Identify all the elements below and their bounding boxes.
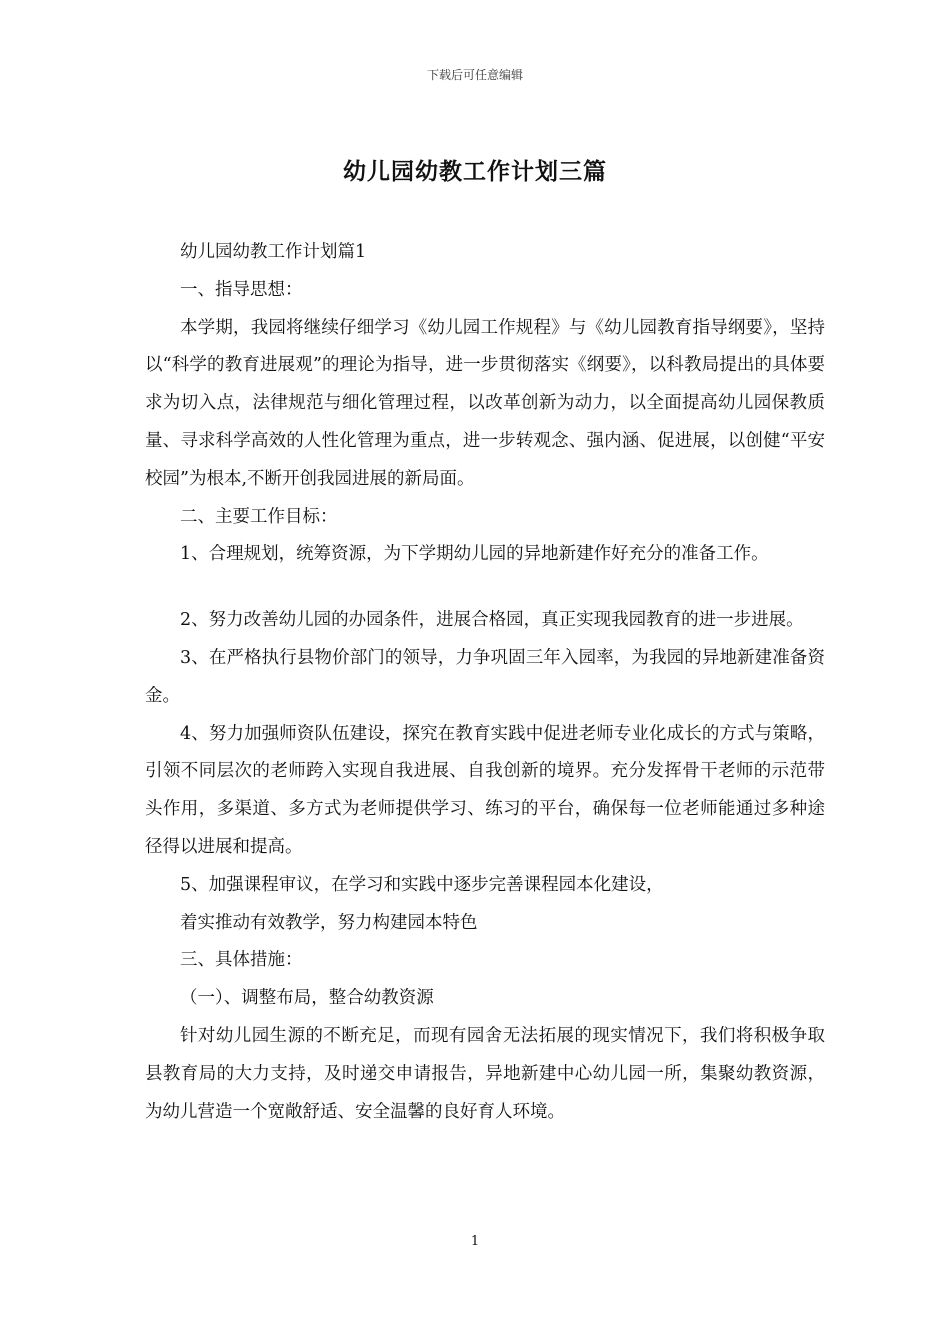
- header-note: 下载后可任意编辑: [426, 68, 523, 82]
- list-item: 5、加强课程审议，在学习和实践中逐步完善课程园本化建设，: [180, 874, 664, 895]
- subheading: （一）、调整布局，整合幼教资源: [180, 988, 434, 1009]
- subheading: 一、指导思想：: [180, 279, 303, 300]
- document-title: 幼儿园幼教工作计划三篇: [343, 158, 607, 185]
- paragraph: 着实推动有效教学，努力构建园本特色: [180, 912, 478, 933]
- paragraph: 针对幼儿园生源的不断充足，而现有园舍无法拓展的现实情况下，我们将积极争取县教育局的大力支持，及时递交申请报告，异地新建中心幼儿园一所，集聚幼教资源，为幼儿营造一个宽敞舒适、安全温馨的良好育人环境。: [145, 1025, 825, 1122]
- list-item: 2、努力改善幼儿园的办园条件，进展合格园，真正实现我园教育的进一步进展。: [180, 610, 804, 631]
- list-item: 3、在严格执行县物价部门的领导，力争巩固三年入园率，为我园的异地新建准备资金。: [145, 647, 825, 706]
- subheading: 三、具体措施：: [180, 950, 303, 971]
- subheading: 二、主要工作目标：: [180, 506, 338, 527]
- list-item: 1、合理规划，统筹资源，为下学期幼儿园的异地新建作好充分的准备工作。: [180, 544, 769, 565]
- paragraph: 本学期，我园将继续仔细学习《幼儿园工作规程》与《幼儿园教育指导纲要》，坚持以“科学的教育进展观”的理论为指导，进一步贯彻落实《纲要》，以科教局提出的具体要求为切入点，法律规范与细化管理过程，以改革创新为动力，以全面提高幼儿园保教质量、寻求科学高效的人性化管理为重点，进一步转观念、强内涵、促进展，以创健“平安校园”为根本,不断开创我园进展的新局面。: [145, 317, 825, 489]
- section-heading: 幼儿园幼教工作计划篇1: [180, 242, 367, 262]
- list-item: 4、努力加强师资队伍建设，探究在教育实践中促进老师专业化成长的方式与策略，引领不同层次的老师跨入实现自我进展、自我创新的境界。充分发挥骨干老师的示范带头作用，多渠道、多方式为老师提供学习、练习的平台，确保每一位老师能通过多种途径得以进展和提高。: [145, 723, 825, 857]
- document-body: [145, 234, 825, 1131]
- page-number: 1: [470, 1234, 480, 1249]
